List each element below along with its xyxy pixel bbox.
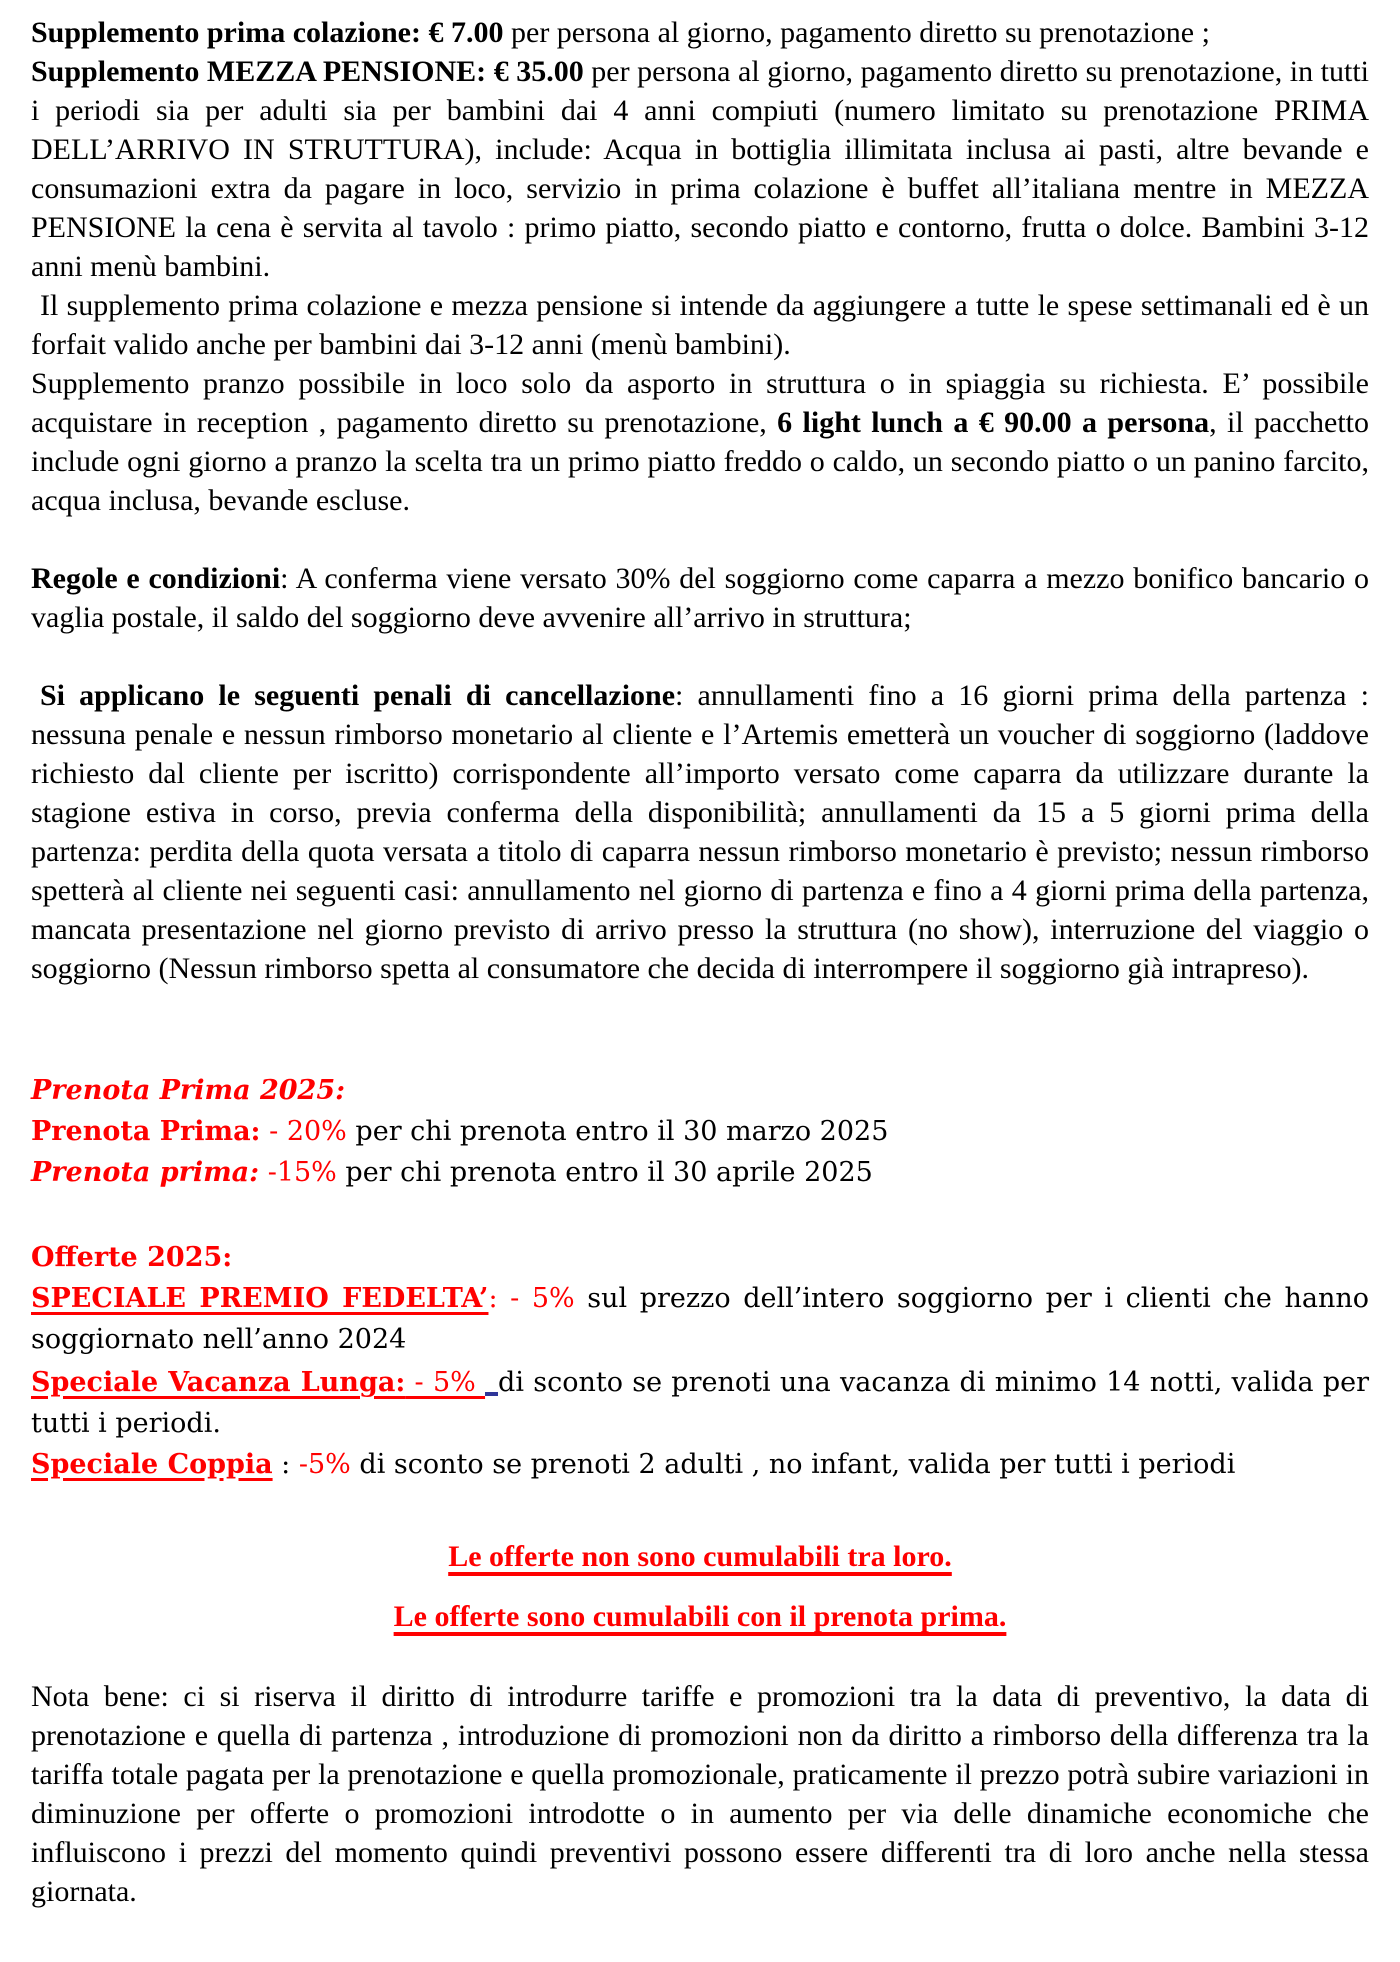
prenota-prima-15-text: per chi prenota entro il 30 aprile 2025 bbox=[336, 1157, 873, 1188]
prenota-prima-line-20 bbox=[31, 1111, 1369, 1152]
notice-offerte-cumulabili-prenota bbox=[31, 1597, 1369, 1636]
offerta-premio-fedelta bbox=[31, 1278, 1369, 1360]
notice-non-cumulabili-text: Le offerte non sono cumulabili tra loro. bbox=[448, 1540, 952, 1573]
paragraph-forfait-pranzo bbox=[31, 286, 1369, 520]
underline-blue-tick bbox=[485, 1365, 498, 1396]
supplemento-pranzo-text: Supplemento pranzo possibile in loco solo da asporto in struttura o in spiaggia su richiesta. E’ possibile acquistare in reception , pagamento diretto su prenotazione, bbox=[31, 367, 1369, 439]
coppia-label: Speciale Coppia bbox=[31, 1449, 273, 1480]
prenota-prima-heading bbox=[31, 1070, 1369, 1111]
coppia-discount: -5% bbox=[298, 1449, 351, 1480]
vacanza-lunga-text: di sconto se prenoti una vacanza di minimo 14 notti, valida per tutti i periodi. bbox=[31, 1367, 1369, 1439]
coppia-text: di sconto se prenoti 2 adulti , no infant, valida per tutti i periodi bbox=[350, 1449, 1236, 1480]
forfait-text: Il supplemento prima colazione e mezza pensione si intende da aggiungere a tutte le spese settimanali ed è un forfait valido anche per bambini dai 3-12 anni (menù bambini). bbox=[31, 289, 1369, 361]
prenota-prima-heading-text: Prenota Prima 2025: bbox=[31, 1075, 346, 1106]
notice-offerte-non-cumulabili bbox=[31, 1537, 1369, 1576]
supplemento-colazione-bold: Supplemento prima colazione: € 7.00 bbox=[31, 16, 504, 49]
offerta-coppia bbox=[31, 1444, 1369, 1485]
nota-bene-text: Nota bene: ci si riserva il diritto di introdurre tariffe e promozioni tra la data di preventivo, la data di prenotazione e quella di partenza , introduzione di promozioni non da diritto a rimborso della differenza tra la tariffa totale pagata per la prenotazione e quella promozionale, praticamente il prezzo potrà subire variazioni in diminuzione per offerte o promozioni introdotte o in aumento per via delle dinamiche economiche che influiscono i prezzi del momento quindi preventivi possono essere differenti tra di loro anche nella stessa giornata. bbox=[31, 1680, 1369, 1908]
premio-fedelta-label: SPECIALE PREMIO FEDELTA’ bbox=[31, 1283, 489, 1314]
penali-body: : annullamenti fino a 16 giorni prima della partenza : nessuna penale e nessun rimborso monetario al cliente e l’Artemis emetterà un voucher di soggiorno (laddove richiesto dal cliente per iscritto) corrispondente all’importo versato come caparra da utilizzare durante la stagione estiva in corso, previa conferma della disponibilità; annullamenti da 15 a 5 giorni prima della partenza: perdita della quota versata a titolo di caparra nessun rimborso monetario è previsto; nessun rimborso spetterà al cliente nei seguenti casi: annullamento nel giorno di partenza e fino a 4 giorni prima della partenza, mancata presentazione nel giorno previsto di arrivo presso la struttura (no show), interruzione del viaggio o soggiorno (Nessun rimborso spetta al consumatore che decida di interrompere il soggiorno già intrapreso). bbox=[31, 679, 1369, 985]
paragraph-supplementi bbox=[31, 13, 1369, 286]
vacanza-lunga-label: Speciale Vacanza Lunga: bbox=[31, 1367, 406, 1398]
coppia-separator: : bbox=[272, 1449, 299, 1480]
prenota-prima-20-text: per chi prenota entro il 30 marzo 2025 bbox=[346, 1116, 889, 1147]
vacanza-lunga-discount: - 5% bbox=[405, 1367, 486, 1398]
supplemento-mezza-pensione-bold: Supplemento MEZZA PENSIONE: € 35.00 bbox=[31, 55, 584, 88]
offerte-heading-text: Offerte 2025: bbox=[31, 1242, 233, 1273]
paragraph-nota-bene bbox=[31, 1677, 1369, 1911]
regole-body: : A conferma viene versato 30% del soggiorno come caparra a mezzo bonifico bancario o vaglia postale, il saldo del soggiorno deve avvenire all’arrivo in struttura; bbox=[31, 562, 1369, 634]
prenota-prima-20-label: Prenota Prima: bbox=[31, 1116, 261, 1147]
prenota-prima-15-label: Prenota prima: bbox=[31, 1157, 260, 1188]
supplemento-colazione-text: per persona al giorno, pagamento diretto su prenotazione ; bbox=[503, 16, 1210, 49]
prenota-prima-line-15 bbox=[31, 1152, 1369, 1193]
paragraph-regole-condizioni bbox=[31, 559, 1369, 637]
paragraph-penali-cancellazione bbox=[31, 676, 1369, 988]
premio-fedelta-text: sul prezzo dell’intero soggiorno per i clienti che hanno soggiornato nell’anno 2024 bbox=[31, 1283, 1369, 1355]
notice-cumulabili-text: Le offerte sono cumulabili con il prenota prima. bbox=[393, 1600, 1007, 1633]
offerta-vacanza-lunga bbox=[31, 1360, 1369, 1444]
offerte-heading bbox=[31, 1237, 1369, 1278]
premio-fedelta-discount: : - 5% bbox=[488, 1283, 575, 1314]
regole-title: Regole e condizioni bbox=[31, 562, 281, 595]
prenota-prima-15-discount: -15% bbox=[259, 1157, 337, 1188]
supplemento-pranzo-rest: , il pacchetto include ogni giorno a pranzo la scelta tra un primo piatto freddo o caldo, un secondo piatto o un panino farcito, acqua inclusa, bevande escluse. bbox=[31, 406, 1370, 517]
penali-title: Si applicano le seguenti penali di cancellazione bbox=[40, 679, 676, 712]
supplemento-mezza-pensione-text: per persona al giorno, pagamento diretto su prenotazione, in tutti i periodi sia per adulti sia per bambini dai 4 anni compiuti (numero limitato su prenotazione PRIMA DELL’ARRIVO IN STRUTTURA), include: Acqua in bottiglia illimitata inclusa ai pasti, altre bevande e consumazioni extra da pagare in loco, servizio in prima colazione è buffet all’italiana mentre in MEZZA PENSIONE la cena è servita al tavolo : primo piatto, secondo piatto e contorno, frutta o dolce. Bambini 3-12 anni menù bambini. bbox=[31, 55, 1369, 283]
light-lunch-bold: 6 light lunch a € 90.00 a persona bbox=[777, 406, 1210, 439]
prenota-prima-20-discount: - 20% bbox=[260, 1116, 347, 1147]
